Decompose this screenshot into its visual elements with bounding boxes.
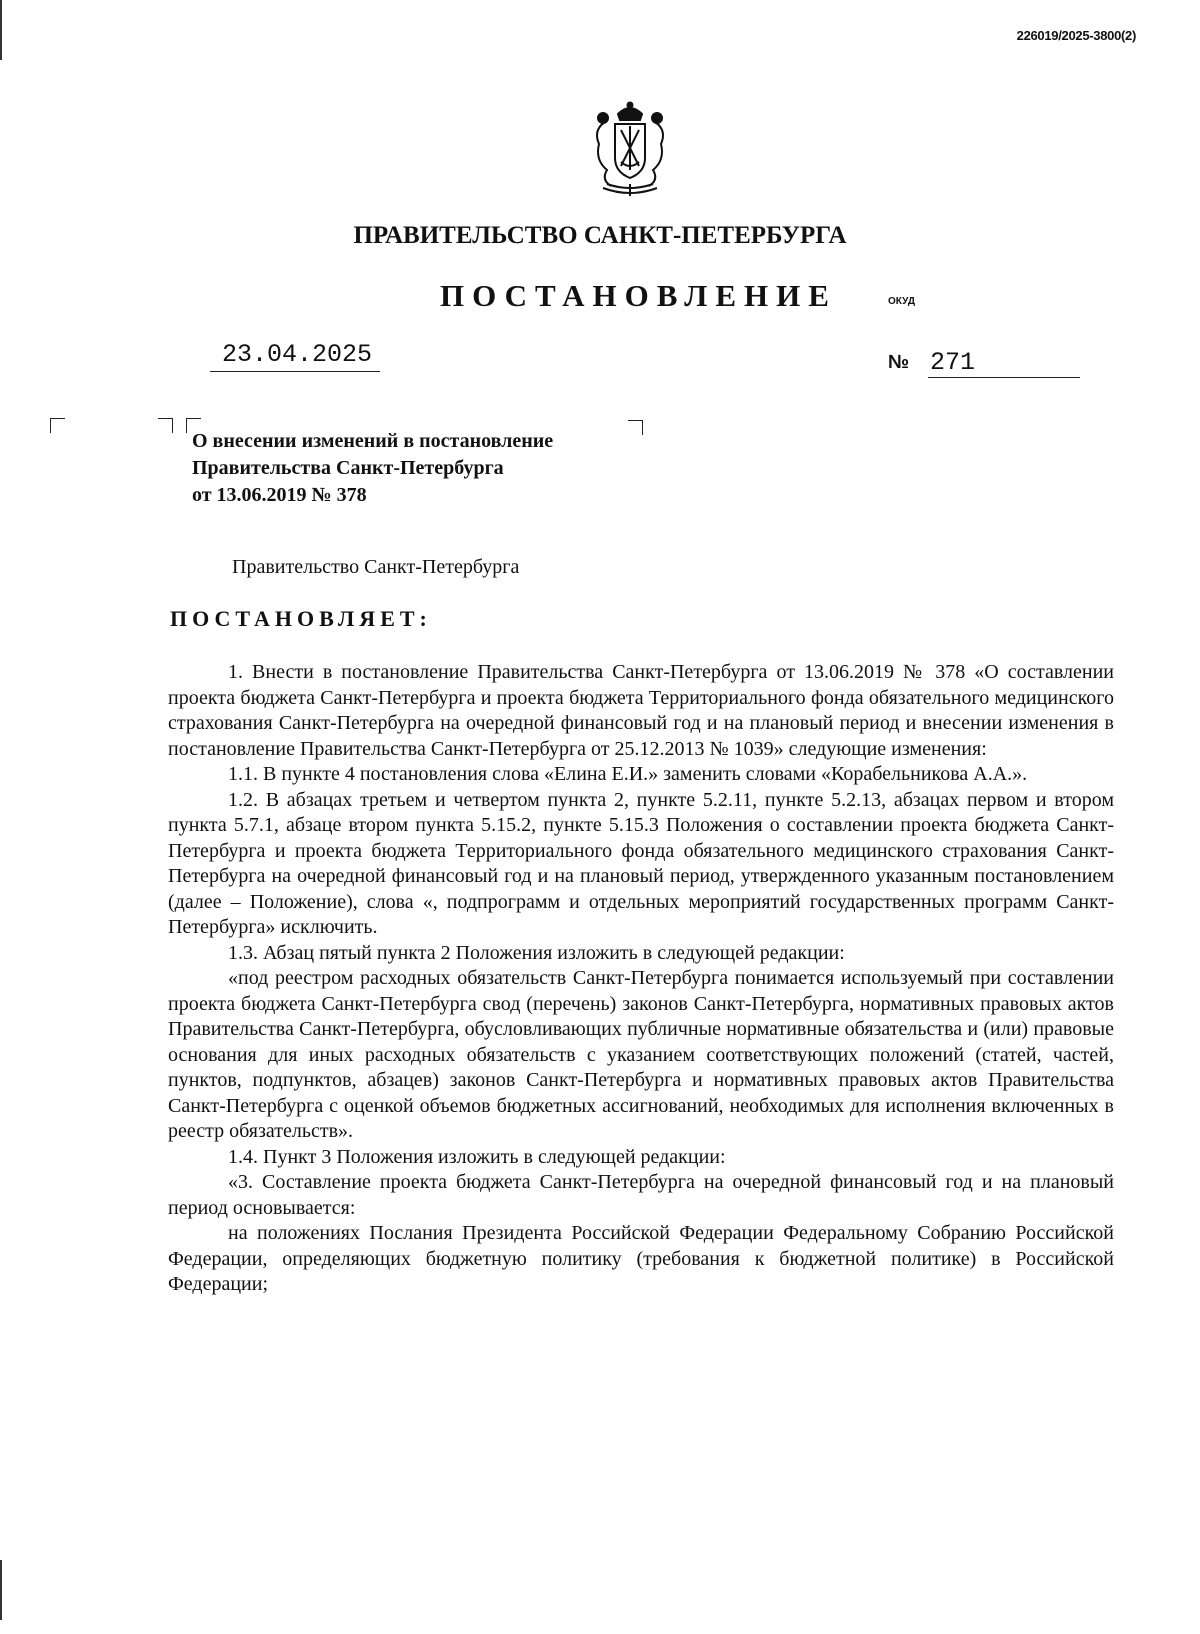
corner-bracket [628, 420, 643, 435]
document-type-title: ПОСТАНОВЛЕНИЕ [440, 278, 837, 313]
body-paragraph: 1.1. В пункте 4 постановления слова «Елина Е.И.» заменить словами «Корабельникова А.А.». [228, 763, 1028, 785]
scan-edge-mark [0, 1560, 2, 1620]
coat-of-arms-emblem [585, 100, 675, 200]
organization-title: ПРАВИТЕЛЬСТВО САНКТ-ПЕТЕРБУРГА [353, 222, 847, 249]
document-date: 23.04.2025 [210, 340, 380, 372]
corner-bracket [50, 418, 65, 433]
number-label: № [888, 352, 910, 373]
subject-line: от 13.06.2019 № 378 [192, 484, 367, 506]
resolves-heading: ПОСТАНОВЛЯЕТ: [170, 606, 432, 631]
body-paragraph: 1.4. Пункт 3 Положения изложить в следующей редакции: [228, 1145, 726, 1168]
body-paragraph: 1.3. Абзац пятый пункта 2 Положения изложить в следующей редакции: [228, 941, 845, 964]
body-paragraph: 1.2. В абзацах третьем и четвертом пункта 2, пункте 5.2.11, пункте 5.2.13, абзацах первом и втором пункта 5.7.1, абзаце втором пункта 5.15.2, пункте 5.15.3 Положения о составлении проекта бюджета Санкт-Петербурга и проекта бюджета Территориального фонда обязательного медицинского страхования Санкт-Петербурга на очередной финансовый год и на плановый период, утвержденного указанным постановлением (далее – Положение), слова «, подпрограмм и отдельных мероприятий государственных программ Санкт-Петербурга» исключить. [168, 788, 1114, 938]
document-number: 271 [928, 348, 1080, 378]
okud-label: ОКУД [888, 296, 915, 307]
subject-line: Правительства Санкт-Петербурга [192, 457, 504, 479]
body-paragraph: на положениях Послания Президента Российской Федерации Федеральному Собранию Российской Федерации, определяющих бюджетную политику (требования к бюджетной политике) в Российской Федерации; [168, 1222, 1114, 1295]
corner-bracket [158, 418, 173, 433]
document-subject [192, 428, 553, 509]
body-paragraph: «под реестром расходных обязательств Санкт-Петербурга понимается используемый при составлении проекта бюджета Санкт-Петербурга свод (перечень) законов Санкт-Петербурга, нормативных правовых актов Правительства Санкт-Петербурга, обусловливающих публичные нормативные обязательства и (или) правовые основания для иных расходных обязательств с указанием соответствующих положений (статей, частей, пунктов, подпунктов, абзацев) законов Санкт-Петербурга и нормативных правовых актов Правительства Санкт-Петербурга с оценкой объемов бюджетных ассигнований, необходимых для исполнения включенных в реестр обязательств». [168, 967, 1114, 1142]
issuer: Правительство Санкт-Петербурга [232, 556, 520, 578]
subject-line: О внесении изменений в постановление [192, 430, 554, 452]
document-body [168, 660, 1114, 1298]
body-paragraph: 1. Внести в постановление Правительства Санкт-Петербурга от 13.06.2019 № 378 «О составлении проекта бюджета Санкт-Петербурга и проекта бюджета Территориального фонда обязательного медицинского страхования Санкт-Петербурга на очередной финансовый год и на плановый период и внесении изменения в постановление Правительства Санкт-Петербурга от 25.12.2013 № 1039» следующие изменения: [168, 661, 1114, 760]
body-paragraph: «3. Составление проекта бюджета Санкт-Петербурга на очередной финансовый год и на плановый период основывается: [168, 1171, 1114, 1219]
scan-edge-mark [0, 0, 2, 60]
registration-number: 226019/2025-3800(2) [1016, 28, 1136, 43]
